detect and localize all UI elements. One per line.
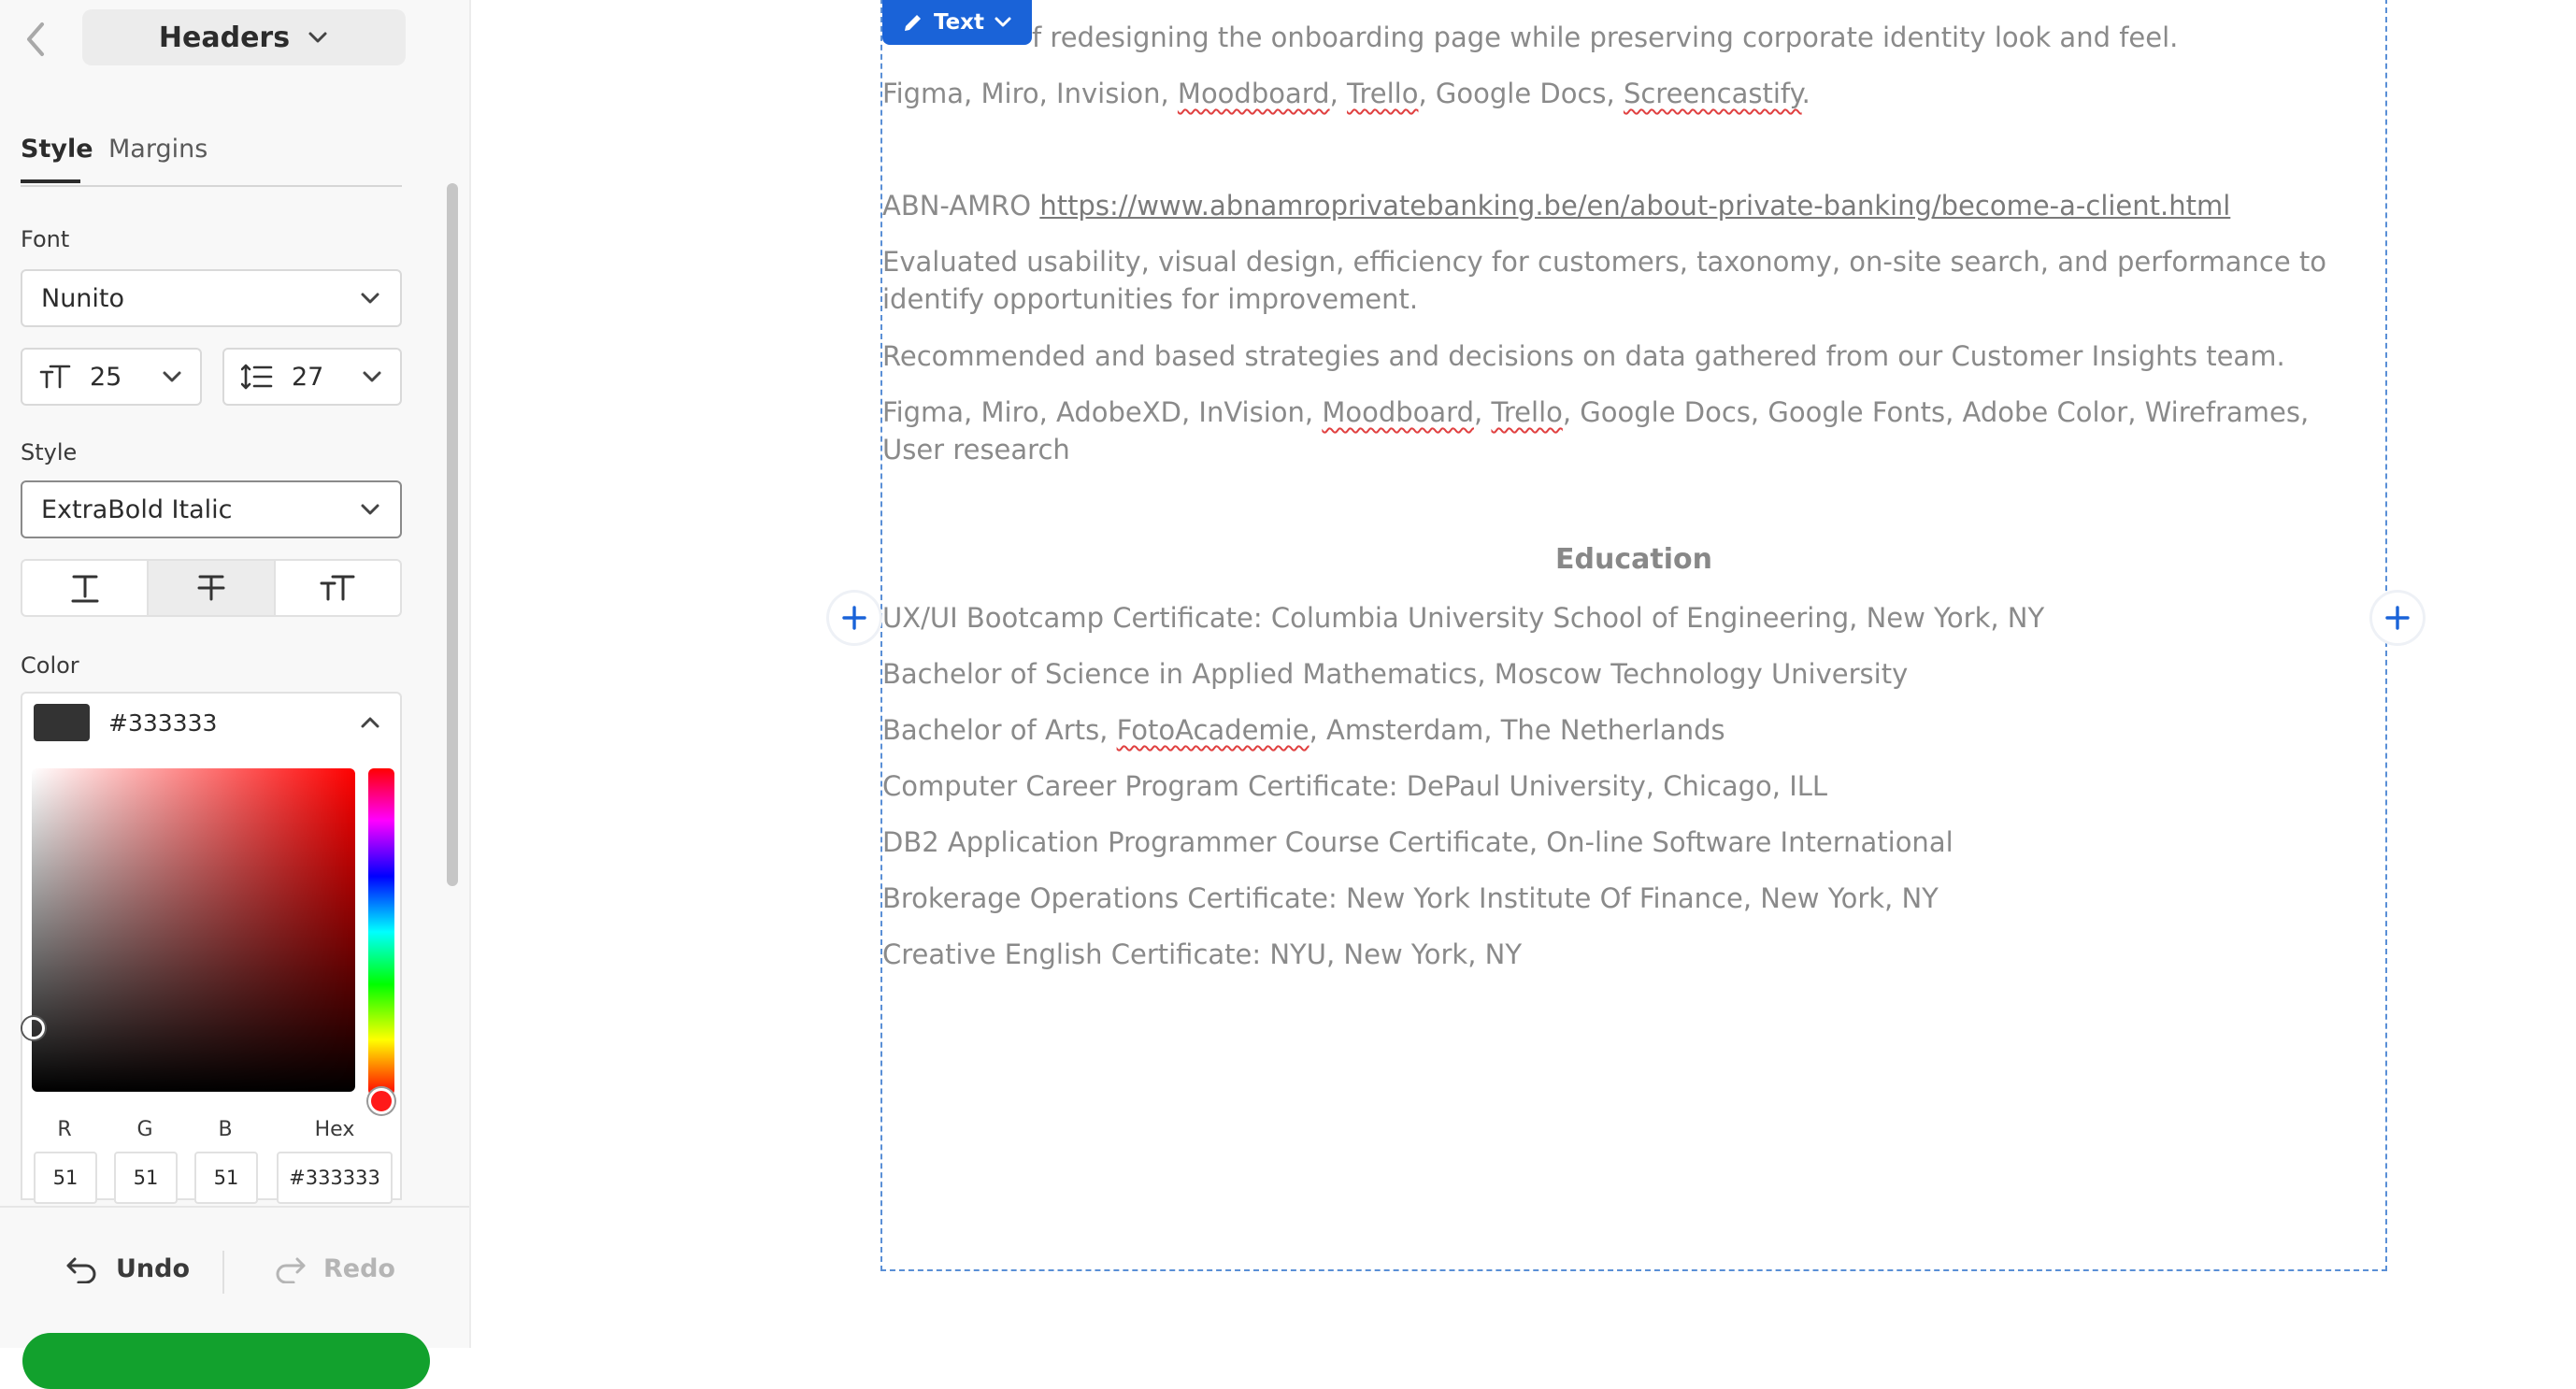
doc-paragraph-tools: Figma, Miro, Invision, Moodboard, Trello, Google Docs, Screencastify. [882,78,1810,109]
history-bar [0,1206,469,1348]
undo-button[interactable] [65,1254,190,1283]
tab-margins[interactable]: Margins [108,135,208,164]
red-input[interactable]: 51 [34,1152,97,1204]
chevron-down-icon [994,16,1012,29]
education-item: UX/UI Bootcamp Certificate: Columbia University School of Engineering, New York, NY [882,602,2045,634]
text-size-icon [320,572,355,604]
plus-icon [841,605,867,631]
block-type-label: Headers [158,21,291,54]
back-button[interactable] [9,13,62,65]
chevron-down-icon [307,30,329,45]
education-item: Creative English Certificate: NYU, New York, NY [882,938,1523,970]
chevron-up-icon [359,715,381,730]
font-value: Nunito [41,283,125,313]
font-size-value: 25 [90,362,122,392]
text-chip-label: Text [933,10,985,35]
tab-style[interactable]: Style [21,135,93,164]
doc-paragraph-onboarding: f redesigning the onboarding page while preserving corporate identity look and feel. [1032,21,2179,53]
redo-button[interactable] [273,1254,395,1283]
chevron-down-icon [359,291,381,306]
chevron-down-icon [361,369,383,384]
text-normal-button[interactable] [22,561,147,615]
company-link[interactable]: https://www.abnamroprivatebanking.be/en/about-private-banking/become-a-client.html [1039,190,2231,222]
chevron-down-icon [161,369,183,384]
hex-label: Hex [314,1118,355,1141]
education-item: DB2 Application Programmer Course Certificate, On-line Software International [882,826,1953,858]
text-case-toggle-group [21,559,402,617]
undo-icon [65,1255,99,1283]
text-icon [69,572,101,604]
text-strikethrough-icon [195,572,227,604]
add-block-right-button[interactable] [2372,593,2423,643]
r-label: R [57,1118,72,1141]
line-height-value: 27 [292,362,324,392]
add-block-left-button[interactable] [829,593,880,643]
primary-action-button[interactable] [22,1333,430,1389]
education-item: Computer Career Program Certificate: DePaul University, Chicago, ILL [882,770,1828,802]
font-label: Font [21,226,70,252]
plus-icon [2384,605,2411,631]
block-type-dropdown[interactable] [82,9,406,65]
color-swatch [34,704,90,741]
hex-input[interactable]: #333333 [277,1152,393,1204]
text-size-icon [39,363,71,391]
history-divider [222,1251,224,1294]
color-label: Color [21,652,79,679]
text-block-chip[interactable] [882,0,1032,45]
font-style-value: ExtraBold Italic [41,494,233,524]
panel-tabs [21,129,402,187]
blue-input[interactable]: 51 [194,1152,258,1204]
font-style-dropdown[interactable] [21,480,402,538]
color-value: #333333 [108,709,218,737]
doc-paragraph-evaluated: Evaluated usability, visual design, efficiency for customers, taxonomy, on-site search, and performance to identify opportunities for improvement. [882,246,2327,315]
green-input[interactable]: 51 [114,1152,178,1204]
line-height-dropdown[interactable] [222,348,402,406]
education-item: Bachelor of Science in Applied Mathematics, Moscow Technology University [882,658,1909,690]
color-picker [21,752,402,1200]
active-tab-indicator [21,179,80,183]
b-label: B [218,1118,233,1141]
education-item: Brokerage Operations Certificate: New York Institute Of Finance, New York, NY [882,882,1939,914]
education-heading: Education [1555,543,1712,576]
chevron-down-icon [359,502,381,517]
hue-slider[interactable] [368,768,394,1095]
education-item: Bachelor of Arts, FotoAcademie, Amsterdam, The Netherlands [882,714,1725,746]
color-dropdown[interactable] [21,692,402,752]
pencil-icon [902,11,924,34]
panel-scrollbar-thumb[interactable] [447,183,458,886]
text-small-caps-button[interactable] [274,561,400,615]
redo-label: Redo [323,1254,395,1283]
hue-handle[interactable] [368,1088,394,1114]
company-name: ABN-AMRO [882,190,1040,222]
undo-label: Undo [116,1254,191,1283]
line-height-icon [241,363,273,391]
saturation-handle[interactable] [22,1017,45,1039]
saturation-value-area[interactable] [32,768,355,1092]
chevron-left-icon [21,21,50,58]
doc-paragraph-tools-2: Figma, Miro, AdobeXD, InVision, Moodboard, Trello, Google Docs, Google Fonts, Adobe Color, Wireframes, User research [882,396,2310,465]
doc-paragraph-abn [882,187,2378,224]
style-label: Style [21,439,78,465]
style-panel [0,0,471,1348]
redo-icon [273,1255,307,1283]
g-label: G [136,1118,153,1141]
font-dropdown[interactable] [21,269,402,327]
text-strikethrough-button[interactable] [147,561,273,615]
doc-paragraph-recommended: Recommended and based strategies and decisions on data gathered from our Customer Insights team. [882,340,2285,372]
font-size-dropdown[interactable] [21,348,202,406]
